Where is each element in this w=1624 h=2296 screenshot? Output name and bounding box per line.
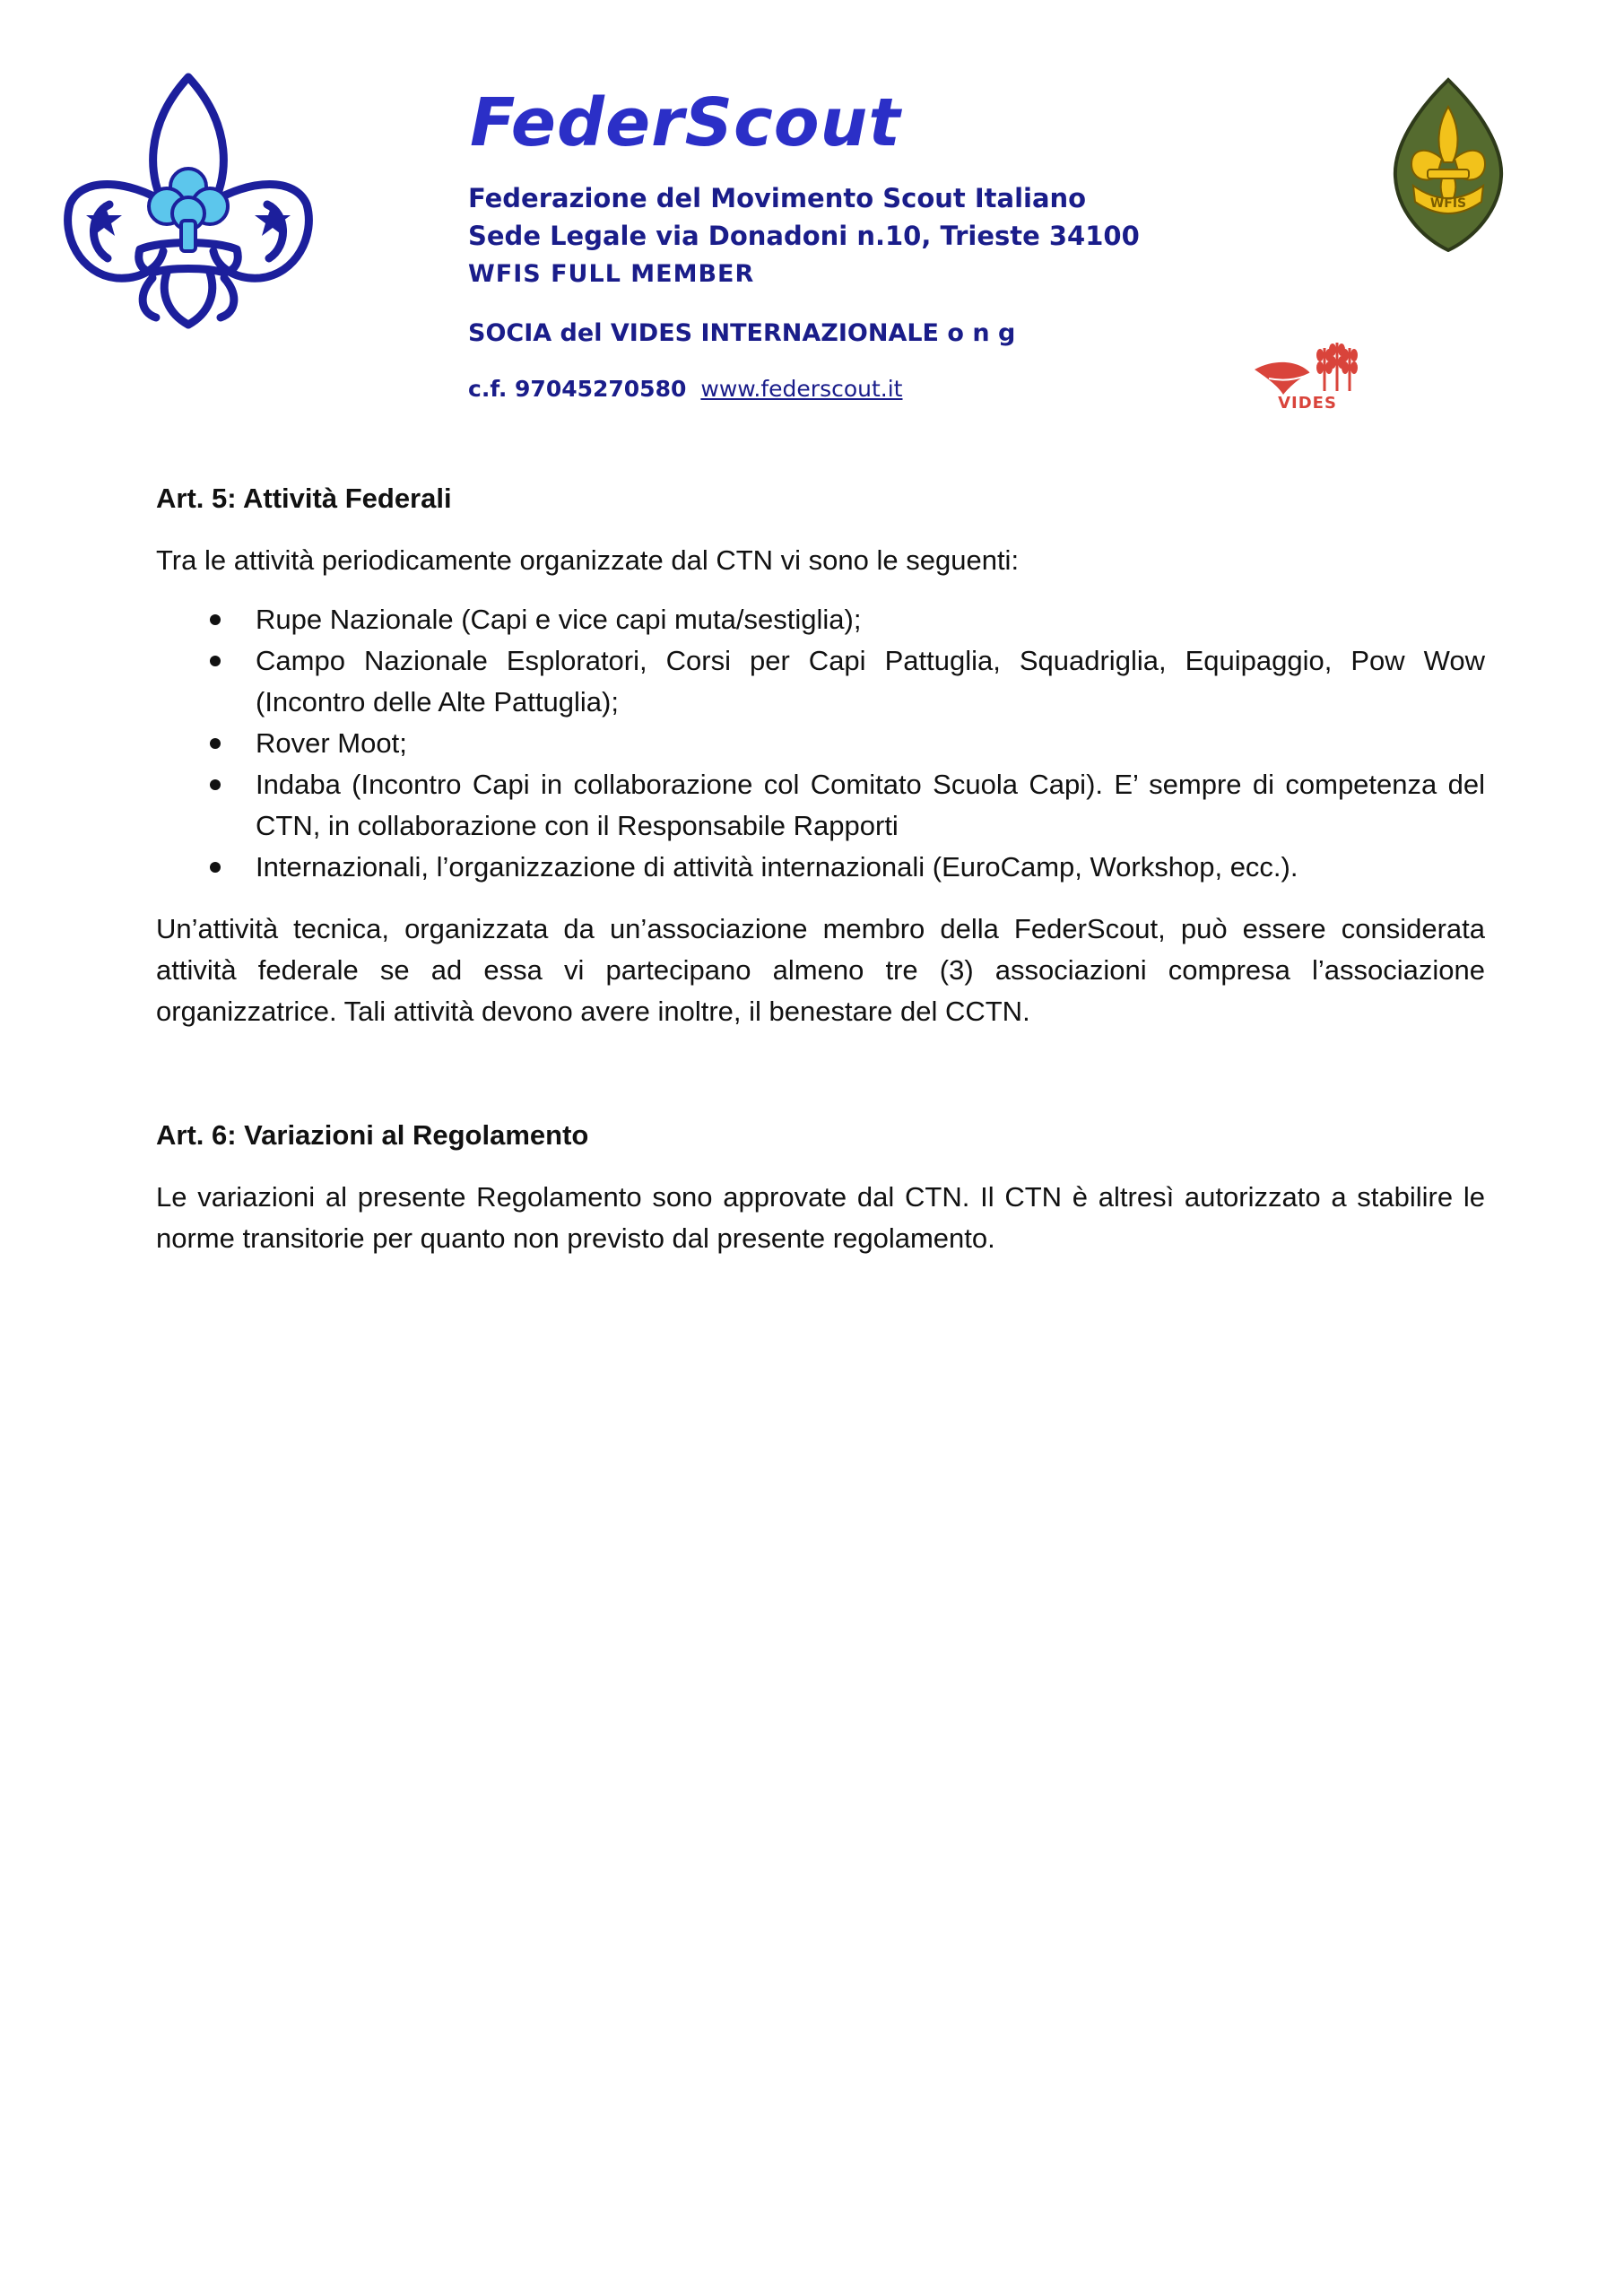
letterhead-federation-line: Federazione del Movimento Scout Italiano (468, 183, 1087, 213)
article-6-body: Le variazioni al presente Regolamento sono approvate dal CTN. Il CTN è altresì autorizzato a stabilire le norme transitorie per quanto non previsto dal presente regolamento. (156, 1181, 1485, 1254)
website-link[interactable]: www.federscout.it (700, 376, 903, 402)
list-item (156, 764, 1485, 847)
bullet-icon (210, 656, 221, 666)
letterhead-fiscal-line (468, 376, 903, 402)
list-item-text: Internazionali, l’organizzazione di attività internazionali (EuroCamp, Workshop, ecc.). (256, 851, 1298, 883)
list-item-text: Rupe Nazionale (Capi e vice capi muta/sestiglia); (256, 604, 862, 635)
list-item (156, 847, 1485, 888)
vides-logo-label-wrap (1254, 391, 1361, 413)
bullet-icon (210, 738, 221, 749)
article-6-heading: Art. 6: Variazioni al Regolamento (156, 1119, 589, 1151)
brand-title: FederScout (470, 84, 901, 161)
federscout-fleur-de-lis-logo (63, 70, 314, 330)
article-5-activity-list (156, 599, 1485, 888)
list-item-text: Campo Nazionale Esploratori, Corsi per Capi Pattuglia, Squadriglia, Equipaggio, Pow Wow (Incontro delle Alte Pattuglia); (256, 645, 1485, 718)
list-item (156, 723, 1485, 764)
bullet-icon (210, 862, 221, 873)
bullet-icon (210, 614, 221, 625)
wfis-badge-text: WFIS (1429, 196, 1467, 211)
wfis-badge-logo (1392, 76, 1505, 252)
article-5-closing: Un’attività tecnica, organizzata da un’associazione membro della FederScout, può essere considerata attività federale se ad essa vi partecipano almeno tre (3) associazioni compresa l’associazione organizzatrice. Tali attività devono avere inoltre, il benestare del CCTN. (156, 913, 1485, 1027)
list-item-text: Rover Moot; (256, 727, 407, 759)
list-item (156, 599, 1485, 640)
bullet-icon (210, 779, 221, 790)
fiscal-code: c.f. 97045270580 (468, 376, 687, 402)
list-item-text: Indaba (Incontro Capi in collaborazione col Comitato Scuola Capi). E’ sempre di competenza del CTN, in collaborazione con il Responsabile Rapporti (256, 769, 1485, 841)
article-5-heading: Art. 5: Attività Federali (156, 483, 452, 514)
letterhead-address-line: Sede Legale via Donadoni n.10, Trieste 34100 (468, 221, 1140, 251)
vides-logo-text: VIDES (1278, 394, 1337, 413)
article-5-intro: Tra le attività periodicamente organizzate dal CTN vi sono le seguenti: (156, 544, 1020, 576)
list-item (156, 640, 1485, 723)
document-body (156, 478, 1485, 1259)
letterhead-vides-line: SOCIA del VIDES INTERNAZIONALE o n g (468, 319, 1016, 347)
letterhead-wfis-line: WFIS FULL MEMBER (468, 260, 755, 288)
